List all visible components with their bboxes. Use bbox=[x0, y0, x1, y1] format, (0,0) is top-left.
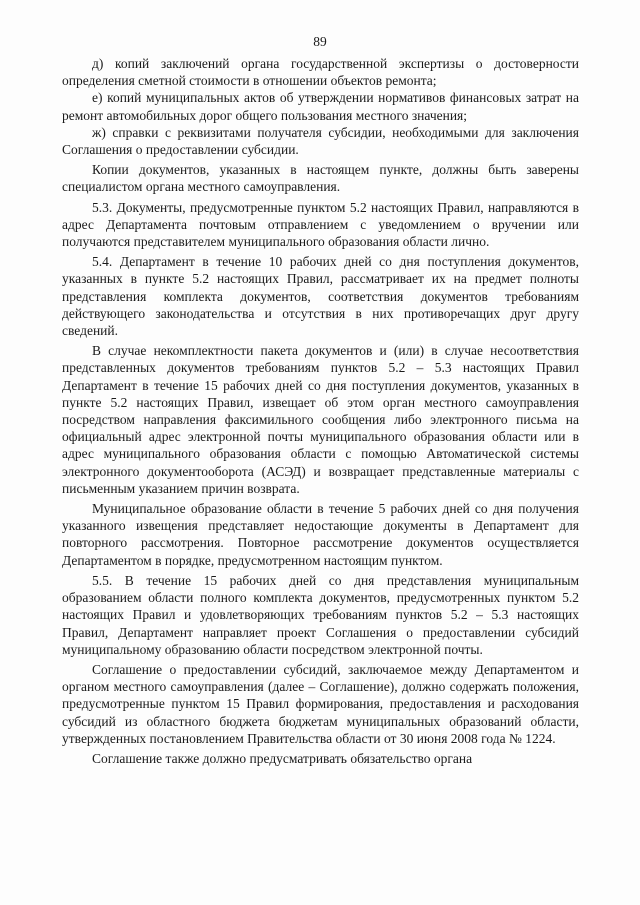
page-number: 89 bbox=[313, 34, 327, 49]
paragraph-item-d: д) копий заключений органа государственной экспертизы о достоверности определения сметной стоимости в отношении объектов ремонта; bbox=[62, 56, 579, 89]
document-body bbox=[62, 55, 579, 767]
paragraph-5-5: 5.5. В течение 15 рабочих дней со дня представления муниципальным образованием области полного комплекта документов, предусмотренных пунктом 5.2 настоящих Правил и удовлетворяющих требованиям пунктов 5.2 – 5.3 настоящих Правил, Департамент направляет проект Соглашения о предоставлении субсидий муниципальному образованию области посредством электронной почты. bbox=[62, 572, 579, 657]
paragraph-item-zh: ж) справки с реквизитами получателя субсидии, необходимыми для заключения Соглашения о предоставлении субсидии. bbox=[62, 124, 579, 158]
paragraph-resubmission: Муниципальное образование области в течение 5 рабочих дней со дня получения указанного извещения представляет недостающие документы в Департамент для повторного рассмотрения. Повторное рассмотрение документов осуществляется Департаментом в порядке, предусмотренном настоящим пунктом. bbox=[62, 501, 579, 568]
paragraph-incompleteness: В случае некомплектности пакета документов и (или) в случае несоответствия представленных документов требованиям пунктов 5.2 – 5.3 настоящих Правил Департамент в течение 15 рабочих дней со дня поступления документов, указанных в пункте 5.2 настоящих Правил, извещает об этом орган местного самоуправления посредством направления факсимильного сообщения либо электронного письма на официальный адрес электронной почты муниципального образования области или в адрес муниципального образования области с помощью Автоматической системы электронного документооборота (АСЭД) и возвращает представленные материалы с письменным указанием причин возврата. bbox=[62, 343, 579, 496]
paragraph-copies-certification: Копии документов, указанных в настоящем пункте, должны быть заверены специалистом органа местного самоуправления. bbox=[62, 162, 579, 195]
paragraph-5-3: 5.3. Документы, предусмотренные пунктом 5.2 настоящих Правил, направляются в адрес Департамента почтовым отправлением с уведомлением о вручении или получаются представителем муниципального образования области лично. bbox=[62, 199, 579, 250]
paragraph-5-4: 5.4. Департамент в течение 10 рабочих дней со дня поступления документов, указанных в пункте 5.2 настоящих Правил, рассматривает их на предмет полноты представления комплекта документов, соответствия документов требованиям действующего законодательства и отсутствия в них противоречащих друг другу сведений. bbox=[62, 254, 579, 339]
paragraph-agreement: Соглашение о предоставлении субсидий, заключаемое между Департаментом и органом местного самоуправления (далее – Соглашение), должно содержать положения, предусмотренные пунктом 15 Правил формирования, предоставления и расходования субсидий из областного бюджета бюджетам муниципальных образований области, утвержденных постановлением Правительства области от 30 июня 2008 года № 1224. bbox=[62, 661, 579, 746]
paragraph-agreement-obligation: Соглашение также должно предусматривать обязательство органа bbox=[92, 750, 473, 766]
paragraph-item-e: е) копий муниципальных актов об утверждении нормативов финансовых затрат на ремонт автомобильных дорог общего пользования местного значения; bbox=[62, 90, 579, 123]
